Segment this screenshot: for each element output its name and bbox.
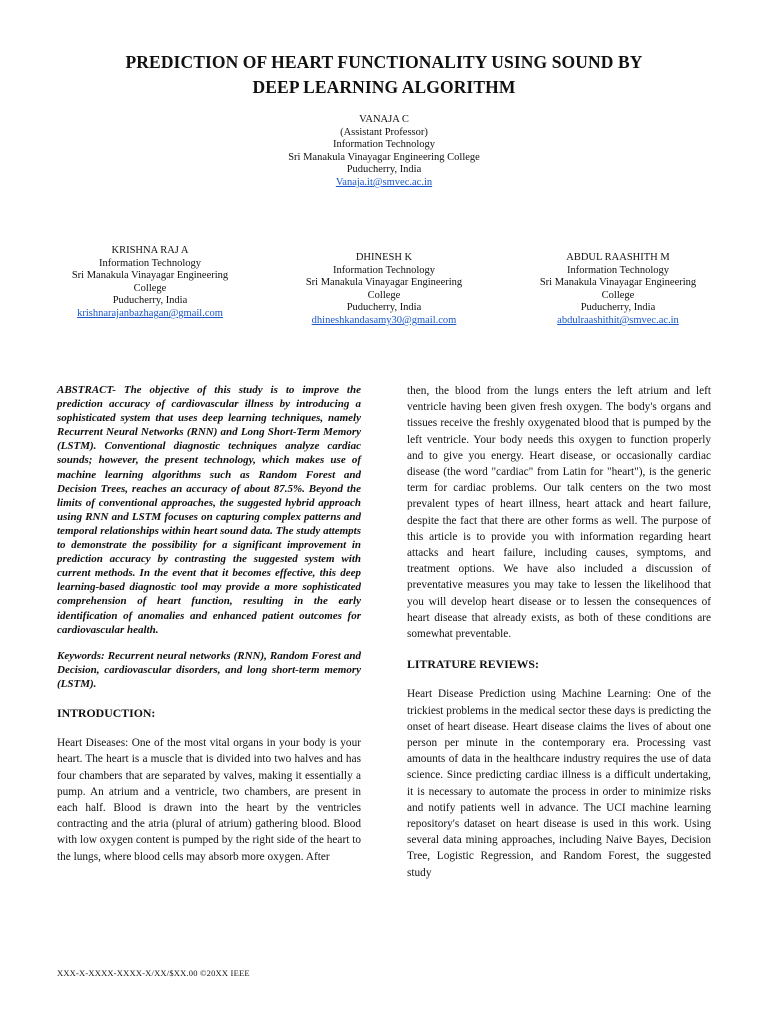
author-dept: Information Technology: [566, 264, 669, 276]
author-email-link[interactable]: Vanaja.it@smvec.ac.in: [335, 176, 433, 188]
title-line-1: PREDICTION OF HEART FUNCTIONALITY USING SOUND BY: [125, 52, 643, 72]
author-email-link[interactable]: abdulraashithit@smvec.ac.in: [557, 314, 679, 326]
author-location: Puducherry, India: [112, 295, 188, 307]
author-block-krishna: [50, 245, 250, 321]
author-dept: Information Technology: [98, 257, 201, 269]
right-column: [407, 383, 711, 881]
introduction-continued: then, the blood from the lungs enters the left atrium and left ventricle having been given fresh oxygen. The body's organs and tissues receive the freshly oxygenated blood that is pumped by the left ventricle. Your body needs this oxygen to function properly and to give you energy. Heart disease, or occasionally cardiac disease (the word "cardiac" from Latin for "heart"), is the generic term for cardiac problems. Our talk centers on the two most prevalent types of heart illness, heart attack and heart failure, despite the fact that there are other forms as well. The purpose of this article is to provide you with information regarding heart attacks and heart failure, including causes, symptoms, and treatment options. We have also included a discussion of preventative measures you may take to lessen the likelihood that you will develop heart disease or to lessen the consequences of heart disease that already exists, as both of these conditions are somewhat preventable.: [407, 385, 711, 641]
author-dept: Information Technology: [332, 139, 435, 151]
author-email-link[interactable]: krishnarajanbazhagan@gmail.com: [77, 307, 223, 319]
author-college: College: [367, 289, 401, 301]
literature-text: Heart Disease Prediction using Machine Learning: One of the trickiest problems in the medical sector these days is predicting the onset of heart disease. Heart disease claims the lives of about one person per minute in the contemporary era. Processing vast amounts of data in the healthcare industry requires the use of data science. Since predicting cardiac illness is a difficult undertaking, it is necessary to automate the process in order to minimize risks and notify patients well in advance. The UCI machine learning repository's dataset on heart disease is used in this work. Using several data mining approaches, including Naive Bayes, Decision Tree, Logistic Regression, and Random Forest, the suggested study: [407, 688, 711, 879]
author-location: Puducherry, India: [346, 302, 422, 314]
author-role: (Assistant Professor): [340, 126, 428, 138]
author-block-dhinesh: [284, 252, 484, 328]
author-name: VANAJA C: [359, 114, 409, 125]
abstract: ABSTRACT- The objective of this study is to improve the prediction accuracy of cardiovascular illness by introducing a sophisticated system that uses deep learning techniques, namely Recurrent Neural Networks (RNN) and Long Short-Term Memory (LSTM). Conventional diagnostic techniques analyze cardiac sounds; however, the present technology, which makes use of machine learning algorithms such as Random Forest and Decision Trees, reaches an accuracy of about 87.5%. Beyond the limits of conventional approaches, the suggested hybrid approach using RNN and LSTM focuses on capturing complex patterns and temporal relationships within heart sound data. The study attempts to demonstrate the possibility for a significant improvement in prediction accuracy by contrasting the suggested system with current methods. In the event that it becomes effective, this deep learning-based diagnostic tool may provide a more sophisticated comprehension of heart function, resulting in the early identification of anomalies and enhanced patient outcomes for cardiovascular health.: [57, 384, 361, 636]
main-author-block: [234, 114, 534, 190]
author-college: Sri Manakula Vinayagar Engineering: [539, 277, 697, 289]
introduction-text: Heart Diseases: One of the most vital organs in your body is your heart. The heart is a muscle that is divided into two halves and has four chambers that are separated by valves, making it essentially a pump. An atrium and a ventricle, two chambers, are present in each half. Blood is drawn into the heart by the ventricles contracting and the atria (plural of atrium) gathering blood. Blood with low oxygen content is pumped by the right side of the heart to the lungs, where blood cells may absorb more oxygen. After: [57, 737, 361, 863]
author-college: College: [133, 282, 167, 294]
paper-title: [40, 50, 728, 100]
author-name: DHINESH K: [355, 252, 413, 263]
author-email-link[interactable]: dhineshkandasamy30@gmail.com: [311, 314, 457, 326]
introduction-heading: INTRODUCTION:: [57, 705, 156, 720]
author-location: Puducherry, India: [346, 164, 422, 176]
author-college: Sri Manakula Vinayagar Engineering: [305, 277, 463, 289]
title-line-2: DEEP LEARNING ALGORITHM: [252, 77, 516, 97]
author-name: KRISHNA RAJ A: [111, 245, 189, 256]
copyright-footer: XXX-X-XXXX-XXXX-X/XX/$XX.00 ©20XX IEEE: [57, 968, 250, 978]
author-location: Puducherry, India: [580, 302, 656, 314]
left-column: [57, 383, 361, 865]
author-name: ABDUL RAASHITH M: [566, 252, 670, 263]
keywords: Keywords: Recurrent neural networks (RNN), Random Forest and Decision, cardiovascular disorders, and long short-term memory (LSTM).: [57, 649, 361, 690]
author-college: Sri Manakula Vinayagar Engineering: [71, 270, 229, 282]
author-dept: Information Technology: [332, 264, 435, 276]
literature-heading: LITRATURE REVIEWS:: [407, 657, 539, 672]
author-block-abdul: [518, 252, 718, 328]
author-college: College: [601, 289, 635, 301]
author-college: Sri Manakula Vinayagar Engineering College: [288, 151, 480, 163]
